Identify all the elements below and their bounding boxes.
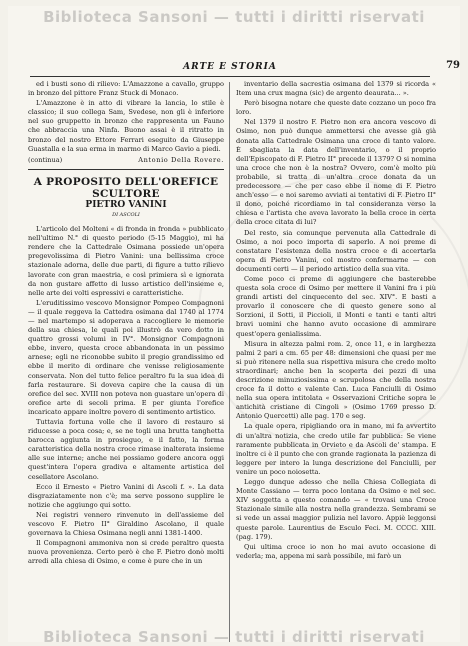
body-paragraph: Qui ultima croce io non ho mai avuto occasione di vederla; ma, appena mi sarà possibile, mi farò un bbox=[236, 542, 436, 560]
intro-paragraph: L'Amazzone è in atto di vibrare la lancia, lo stile è classico; il suo collega Sam, Svedese, non gli è inferiore nel suo gruppetto in bronzo che rappresenta un Fauno che abbraccia una Ninfa. Buono assai è il ritratto in bronzo del nostro Ettore Ferrari eseguito da Giuseppe Guastalla e la sua erma in marmo di Marco Gavio a piedi. bbox=[28, 99, 224, 153]
continued-label: (continua) bbox=[28, 155, 63, 164]
intro-paragraph: ed i busti sono di rilievo: L'Amazzone a cavallo, gruppo in bronzo del pittore Franz Stuck di Monaco. bbox=[28, 80, 224, 98]
body-paragraph: Del resto, sia comunque pervenuta alla Cattedrale di Osimo, a noi poco importa di saperlo. A noi preme di constatare l'esistenza della nostra croce e di accertarla opera di Pietro Vanini, col mostro confermarne — con documenti certi — il periodo artistico della sua vita. bbox=[236, 228, 436, 273]
page bbox=[8, 6, 460, 646]
section-rule bbox=[28, 169, 224, 170]
article-heading: A PROPOSITO DELL'OREFICE SCULTORE bbox=[33, 175, 219, 200]
body-paragraph: Nel 1379 il nostro F. Pietro non era ancora vescovo di Osimo, non può dunque ammettersi che avesse già già donata alla Cattedrale Osimana una croce di tanto valore. È sbagliata la data dell'inventario, o il proprio dell'Episcopato di F. Pietro II° precede il 1379? O si nomina una croce che non è la nostra? Ovvero, com'è molto più probabile, si tratta di un'altra croce donata da un predecessore — che per caso ebbe il nome di F. Pietro anch'esso — e noi saremo avviati ai tentativi di F. Pietro II° il dono, poiché ricordiamo in tal consideranza verso la chiesa e l'artista che aveva lavorato la bella croce in certa della croce citata di lui? bbox=[236, 118, 436, 227]
author-name: Antonio Della Rovere. bbox=[138, 155, 224, 164]
running-title: ARTE E STORIA bbox=[183, 62, 277, 72]
running-header bbox=[30, 60, 460, 77]
article-byline: DI ASCOLI bbox=[112, 211, 140, 218]
body-paragraph: L'eruditissimo vescovo Monsignor Pompeo Compagnoni — il quale reggeva la Cattedra osimana dal 1740 al 1774 — nel martempo si adoperava a raccogliere le memorie della sua chiesa, le quali poi illustrò da vero dotto in quattro grossi volumi in IV°. Monsignor Compagnoni ebbe, invero, questa croce abbandonata in un pessimo arnese; egli ne riconobbe subito il pregio grandissimo ed ebbe il merito di ordinare che venisse religiosamente conservata. Non del tutto felice peraltro fu la sua idea di farla restaurare. Si doveva capire che la causa di un orefice del sec. XVIII non poteva non guastare un'opera di orefice arte di secoli prima. E per giunta l'orefice incaricato appare inoltre povero di sentimento artistico. bbox=[28, 298, 224, 416]
watermark-bottom: Biblioteca Sansoni — tutti i diritti riservati bbox=[43, 628, 425, 646]
body-paragraph: Nei registri vennero rinvenuto in dell'assieme del vescovo F. Pietro II° Giraldino Ascolano, il quale governava la Chiesa Osimana negli anni 1381-1400. bbox=[28, 510, 224, 538]
body-paragraph: Come poco ci preme di aggiungere che basterebbe questa sola croce di Osimo per mettere il Vanini fra i più grandi artisti del cinquecento del sec. XIV°. E basti a provarlo il conoscere che di questo genere sono al Sorzioni, il Sotti, il Piccioli, il Monti e tanti e tanti altri bravi uomini che hanno avuto occasione di ammirare quest'opera genialissima. bbox=[236, 274, 436, 338]
article-signature bbox=[28, 156, 224, 165]
page-number: 79 bbox=[446, 60, 460, 71]
body-paragraph: Tuttavia fortuna volle che il lavoro di restauro si riducesse a poca cosa; e, se ne togli una brutta tanghetta barocca aggiunta in prosieguo, e il fatto, la forma caratteristica della nostra croce rimase inalterata insieme alle sue interne; anche nei possiamo godere ancora oggi quest'intera l'opera gradiva e altamente artistica del cesellatore Ascolano. bbox=[28, 418, 224, 481]
body-paragraph: inventario della sacrestia osimana del 1379 si ricorda « Item una crux magna (sic) de argento deaurata... ». bbox=[236, 80, 436, 98]
body-paragraph: Misura in altezza palmi rom. 2, once 11, e in larghezza palmi 2 pari a cm. 65 per 48: dimensioni che quasi per me si può ritenere nella sua rispettiva misura che credo molto straordinari; anche ben la scoperta dei pezzi di una descrizione minuziosissima e scrupolosa che della nostra croce fa il dotto e valente Can. Luca Fanciulli di Osimo nella sua opera intitolata « Osservazioni Critiche sopra le antichità cristiane di Cingoli » (Osimo 1769 presso D. Antonio Quercetti) alle pag. 170 e seg. bbox=[236, 339, 436, 421]
body-paragraph: L'articolo del Molteni « di fronda in fronda » pubblicato nell'ultimo N.° di questo periodo (5-15 Maggio), mi ha rendere che la Cattedrale Osimana possiede un'opera pregevolissima di Pietro Vanini: una bellissima croce stazionale adorna, delle due parti, di figure a tutto rilievo lavorate con gran maestria, e così primiera sì e ignorata da non gustare affetto di lusso artistico dell'insieme e, nelle arte dei volti espressivi e caratteristiche. bbox=[28, 225, 224, 297]
body-paragraph: La quale opera, ripigliando ora in mano, mi fa avvertito di un'altra notizia, che credo utile far pubblica: Se viene raramente pubblicata in Orvieto e da Ascoli de' stampa. E inoltre ci è il punto che con grande ragionata la pazienza di leggere per intero la lunga descrizione del Fanciulli, per venire un poco noiosetta. bbox=[236, 422, 436, 476]
article-subheading: PIETRO VANINI bbox=[85, 199, 167, 210]
watermark-top: Biblioteca Sansoni — tutti i diritti riservati bbox=[43, 8, 425, 26]
column-divider bbox=[229, 82, 230, 642]
body-paragraph: Il Compagnoni ammoniva non si crede peraltro questa nuova provenienza. Certo però è che F. Pietro donò molti arredi alla chiesa di Osimo, e come è pure che in un bbox=[28, 539, 224, 566]
left-column bbox=[28, 80, 224, 568]
body-paragraph: Leggo dunque adesso che nella Chiesa Collegiata di Monte Cassiano — terra poco lontana da Osimo e nel sec. XIV soggetta a questo comando — « trovasi una Croce Stazionale simile alla nostra nella grandezza. Sembrami se si vede un assai maggior pulizia nel lavoro. Appiè leggonsi queste parole. Laurentius de Esculo Feci. M. CCCC. XIII. (pag. 179). bbox=[236, 478, 436, 541]
body-paragraph: Ecco il Ernesto « Pietro Vanini di Ascoli f. ». La data disgraziatamente non c'è; ma serve possono supplire le notizie che aggiungo qui sotto. bbox=[28, 482, 224, 509]
right-column bbox=[236, 80, 436, 562]
body-paragraph: Però bisogna notare che queste date cozzano un poco fra loro. bbox=[236, 99, 436, 117]
